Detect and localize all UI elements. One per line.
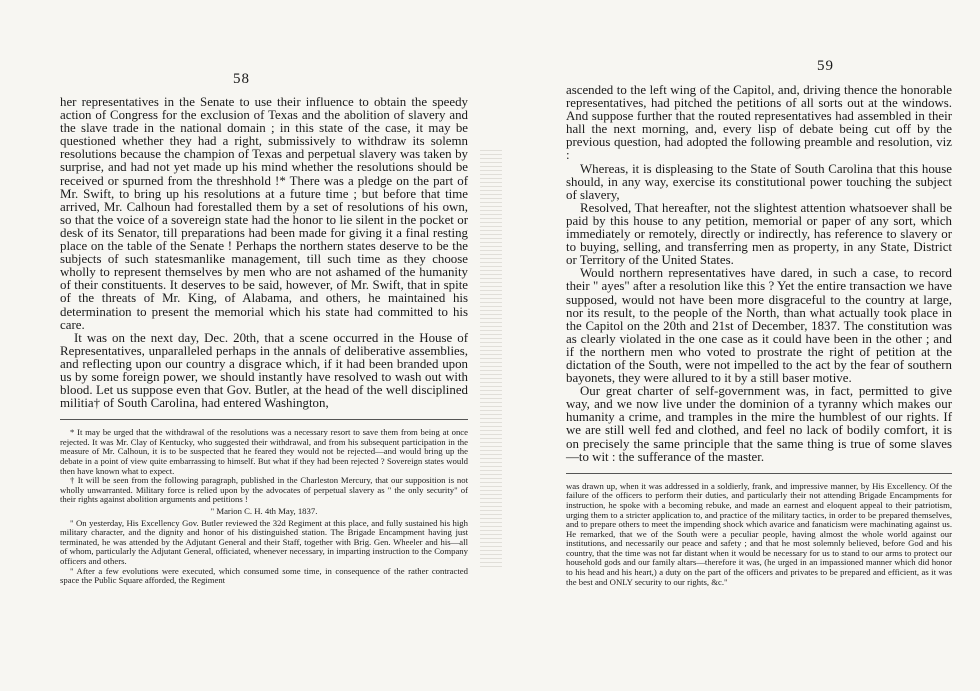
footnote: * It may be urged that the withdrawal of the resolutions was a necessary resort to save them from being at once rejected. It was Mr. Clay of Kentucky, who suggested their withdrawal, and from his subsequent participation in the measure of Mr. Calhoun, it is to be suspected that he feared they would not be rejected—and would bring up the debate in a point of view quite embarrassing to himself. But what if they had been rejected ? Sovereign states would then have known what to expect.	[60, 427, 468, 476]
footnotes	[566, 482, 952, 588]
paragraph: It was on the next day, Dec. 20th, that a scene occurred in the House of Representatives, unparalleled perhaps in the annals of deliberative assemblies, and reflecting upon our country a disgrace which, if it had been branded upon us by some foreign power, we should instantly have resolved to wash out with blood. Let us suppose even that Gov. Butler, at the head of the well disciplined militia† of South Carolina, had entered Washington,	[60, 330, 468, 411]
paragraph: Would northern representatives have dared, in such a case, to record their " ayes" after a resolution like this ? Yet the entire transaction we have supposed, would not have been more disgraceful to the country at large, nor its result, to the people of the North, than what actually took place in the Capitol on the 20th and 21st of December, 1837. The constitution was as clearly violated in the one case as it could have been in the other ; and if the northern men who voted to prostrate the right of petition at the dictation of the South, were not impelled to the act by the fear of southern bayonets, they were allured to it by a still baser motive.	[566, 266, 952, 386]
page-number: 58	[233, 71, 250, 87]
main-text	[60, 96, 468, 410]
footnotes	[60, 428, 468, 586]
footnote-rule	[566, 473, 952, 474]
footnote-quote: " On yesterday, His Excellency Gov. Butler reviewed the 32d Regiment at this place, and fully sustained his high military character, and the dignity and honor of his distinguished station. The Brigade Encampment having just terminated, he was attended by the Adjutant General and their Staff, together with Brig. Gen. Wheeler and his—all of whom, particularly the Adjutant General, officiated, whenever necessary, in imparting instruction to the Company officers and others.	[60, 517, 468, 566]
paragraph: Resolved, That hereafter, not the slightest attention whatsoever shall be paid by this house to any petition, memorial or paper of any sort, which immediately or remotely, directly or indirectly, has reference to slavery or to buying, selling, and transferring men as property, in any State, District or Territory of the United States.	[566, 200, 952, 268]
footnote-rule	[60, 419, 468, 420]
main-text	[566, 84, 952, 464]
footnote-continuation: was drawn up, when it was addressed in a soldierly, frank, and impressive manner, by His Excellency. Of the failure of the officers to perform their duties, and particularly their not attending Brigade Encampments for instruction, he spoke with a becoming rebuke, and made an earnest and eloquent appeal to their patriotism, urging them to a stricter application to, and practice of the military tactics, in order to be prepared themselves, and to prepare others to meet the impending shock which avarice and fanaticism were machinating against us. He remarked, that we of the South were a peculiar people, having almost the whole world against our institutions, and necessarily our peace and safety ; and that he most solemnly believed, before God and his country, that the time was not far distant when it would be necessary for us to stand to our arms to protect our household gods and our family altars—therefore it was, (he urged in an impassioned manner which did honor to his head and his heart,) a duty on the part of the officers and privates to be prepared and efficient, as it was the best and ONLY security to our rights, &c."	[566, 480, 952, 587]
footnote-quote: " After a few evolutions were executed, which consumed some time, in consequence of the rather contracted space the Public Square afforded, the Regiment	[60, 565, 468, 586]
paragraph: Our great charter of self-government was, in fact, permitted to give way, and we now live under the dominion of a tyranny which makes our humanity a crime, and tramples in the mire the humblest of our rights. If we are still well fed and clothed, and feel no lack of bodily comfort, it is on precisely the same principle that the same thing is true of some slaves—to wit : the sufferance of the master.	[566, 384, 952, 464]
paragraph: ascended to the left wing of the Capitol, and, driving thence the honorable representatives, had pitched the petitions of all sorts out at the windows. And suppose further that the routed representatives had assembled in their hall the next morning, and, every lisp of debate being cut off by the previous question, had adopted the following preamble and resolution, viz :	[566, 83, 952, 163]
right-page	[490, 0, 980, 691]
footnote-dateline: " Marion C. H. 4th May, 1837.	[210, 506, 318, 516]
page-number: 59	[817, 58, 834, 74]
paragraph: her representatives in the Senate to use their influence to obtain the speedy action of Congress for the exclusion of Texas and the abolition of slavery and the slave trade in the national domain ; in this state of the case, it may be questioned whether they had a right, submissively to withdraw its solemn resolutions because the champion of Texas and perpetual slavery was taken by surprise, and had not yet made up his mind whether the resolutions should be received or spurned from the threshhold !* There was a pledge on the part of Mr. Swift, to bring up his resolutions at a future time ; but before that time arrived, Mr. Calhoun had forestalled them by a set of resolutions of his own, so that the voice of a sovereign state had the honor to lie silent in the pocket or desk of its Senator, till preparations had been made for giving it a final resting place on the table of the Senate ! Perhaps the northern states deserve to be the subjects of such statesmanlike management, till such time as they choose wholly to represent themselves by men who are not ashamed of the humanity of their constituents. It deserves to be said, however, of Mr. Swift, that in spite of the threats of Mr. King, of Alabama, and others, he maintained his determination to present the memorial which his state had committed to his care.	[60, 95, 468, 332]
footnote: † It will be seen from the following paragraph, published in the Charleston Mercury, that our supposition is not wholly unwarranted. Military force is relied upon by the advocates of perpetual slavery as " the only security" of their rights against abolition arguments and petitions !	[60, 475, 468, 505]
paragraph: Whereas, it is displeasing to the State of South Carolina that this house should, in any way, exercise its constitutional power touching the subject of slavery,	[566, 161, 952, 202]
